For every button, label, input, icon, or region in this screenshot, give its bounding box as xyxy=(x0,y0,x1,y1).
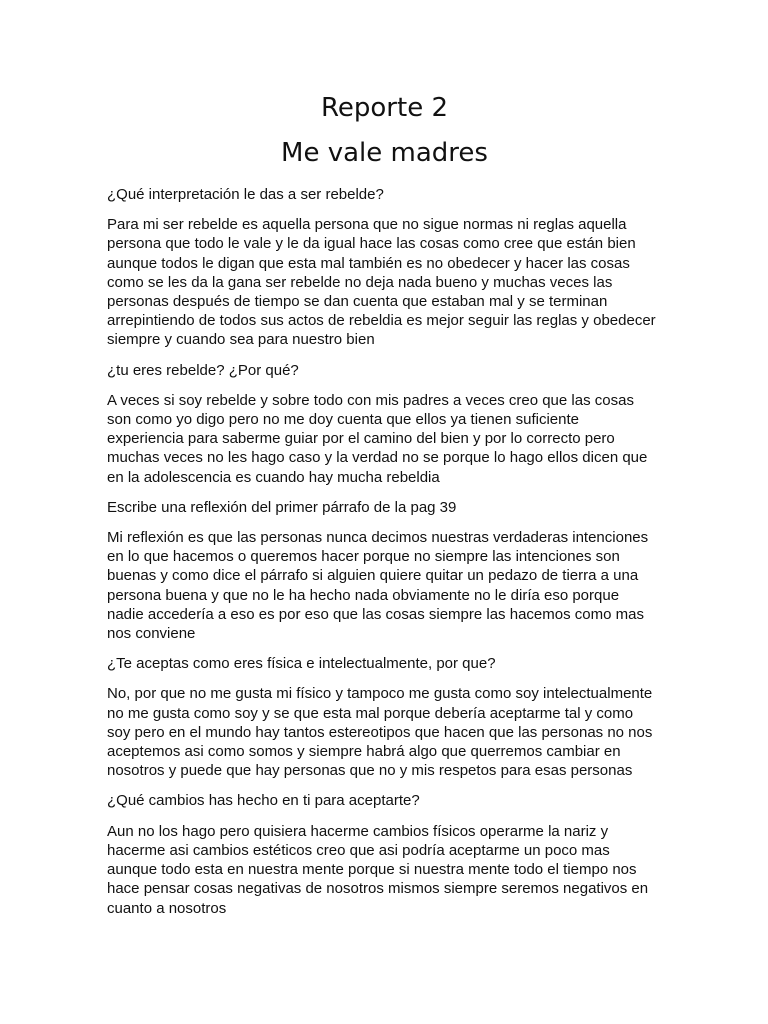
title-block xyxy=(107,88,662,173)
document-page xyxy=(107,88,662,929)
question-paragraph: ¿Qué interpretación le das a ser rebelde? xyxy=(107,186,384,203)
answer-paragraph: Mi reflexión es que las personas nunca decimos nuestras verdaderas intenciones en lo que hacemos o queremos hacer porque no siempre las intenciones son buenas y como dice el párrafo si alguien quiere quitar un pedazo de tierra a una persona buena y que no le ha hecho nada obviamente no le diría eso porque nadie accedería a eso es por eso que las cosas siempre las hacemos como mas nos conviene xyxy=(107,529,649,643)
question-paragraph: ¿Te aceptas como eres física e intelectualmente, por que? xyxy=(107,655,496,673)
question-paragraph: ¿Qué cambios has hecho en ti para aceptarte? xyxy=(107,792,420,810)
document-title: Reporte 2 xyxy=(321,93,448,123)
document-body xyxy=(107,185,662,918)
answer-paragraph: Aun no los hago pero quisiera hacerme cambios físicos operarme la nariz y hacerme asi cambios estéticos creo que asi podría aceptarme un poco mas aunque todo esta en nuestra mente porque si nuestra mente todo el tiempo nos hace pensar cosas negativas de nosotros mismos siempre seremos negativos en cuanto a nosotros xyxy=(107,822,649,917)
question-paragraph: Escribe una reflexión del primer párrafo de la pag 39 xyxy=(107,498,457,516)
question-paragraph: ¿tu eres rebelde? ¿Por qué? xyxy=(107,361,299,379)
document-subtitle: Me vale madres xyxy=(281,138,488,168)
answer-paragraph: Para mi ser rebelde es aquella persona que no sigue normas ni reglas aquella persona que todo le vale y le da igual hace las cosas como cree que están bien aunque todos le digan que esta mal también es no obedecer y hacer las cosas como se les da la gana ser rebelde no deja nada bueno y muchas veces las personas después de tiempo se dan cuenta que estaban mal y se terminan arrepintiendo de todos sus actos de rebeldia es mejor seguir las reglas y obedecer siempre y cuando sea para nuestro bien xyxy=(107,216,656,349)
answer-paragraph: No, por que no me gusta mi físico y tampoco me gusta como soy intelectualmente no me gusta como soy y se que esta mal porque debería aceptarme tal y como soy pero en el mundo hay tantos estereotipos que hacen que las personas no nos aceptemos asi como somos y siempre habrá algo que querremos cambiar en nosotros y puede que hay personas que no y mis respetos para esas personas xyxy=(107,685,653,780)
answer-paragraph: A veces si soy rebelde y sobre todo con mis padres a veces creo que las cosas son como yo digo pero no me doy cuenta que ellos ya tienen suficiente experiencia para saberme guiar por el camino del bien y por lo correcto pero muchas veces no les hago caso y la verdad no se porque lo hago ellos dicen que en la adolescencia es cuando hay mucha rebeldia xyxy=(107,391,648,486)
